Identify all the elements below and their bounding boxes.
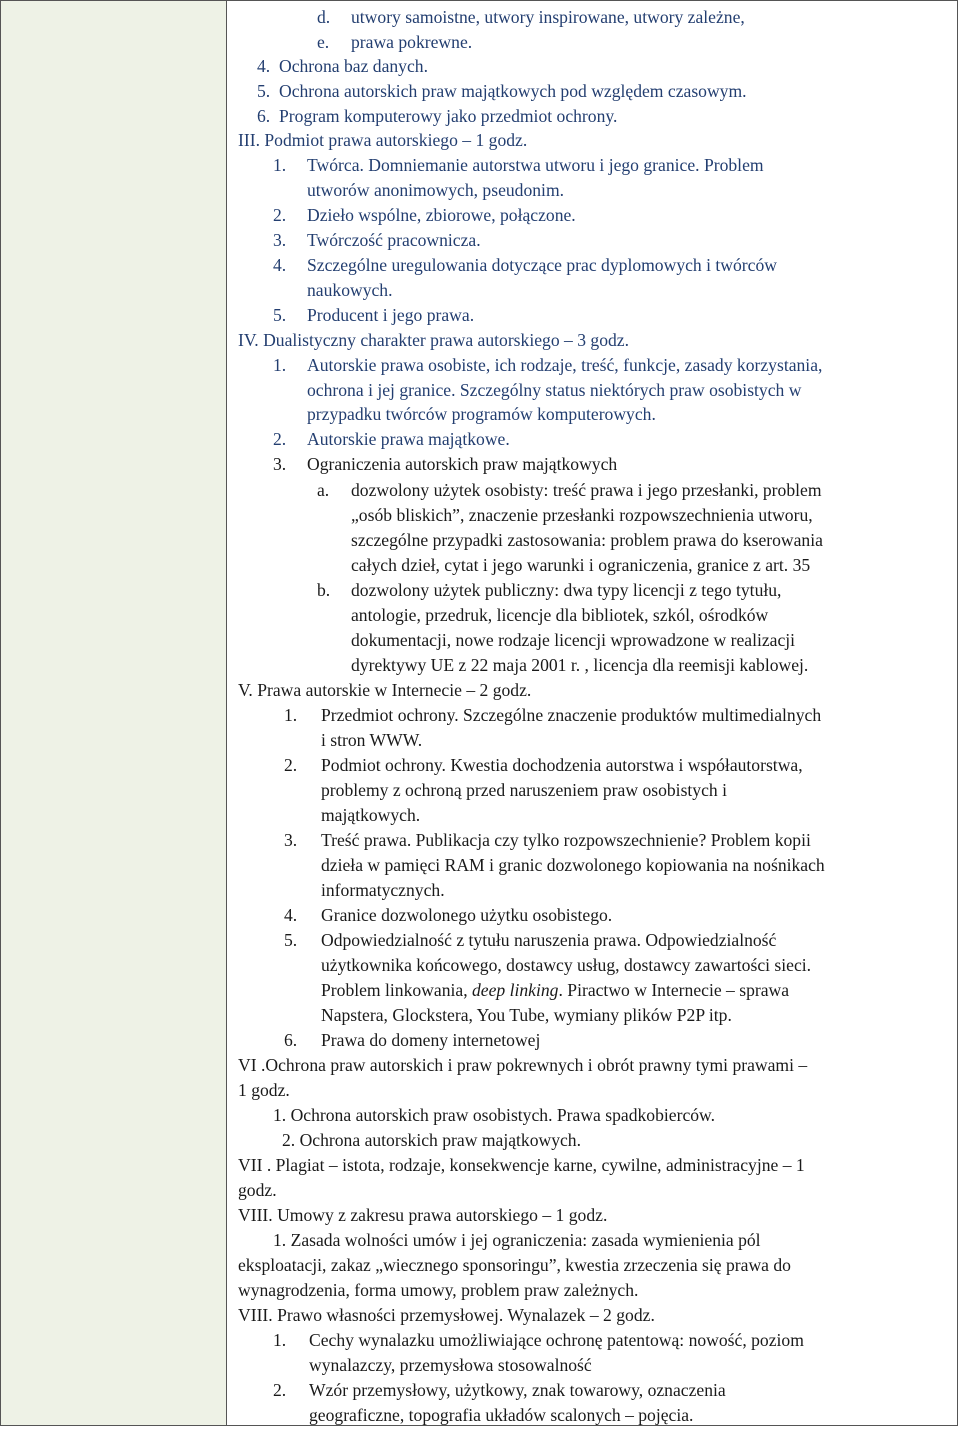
- document-line: utworów anonimowych, pseudonim.: [307, 180, 565, 200]
- document-line: dozwolony użytek osobisty: treść prawa i jego przesłanki, problem: [351, 480, 822, 500]
- document-line: 1. Ochrona autorskich praw osobistych. Prawa spadkobierców.: [273, 1105, 716, 1125]
- document-line: informatycznych.: [321, 880, 445, 900]
- left-shaded-cell: [1, 1, 227, 1425]
- list-marker: 1.: [284, 705, 298, 725]
- document-line: utwory samoistne, utwory inspirowane, utwory zależne,: [351, 7, 745, 27]
- document-line: eksploatacji, zakaz „wiecznego sponsoringu”, kwestia zrzeczenia się prawa do: [238, 1255, 791, 1275]
- document-line: Cechy wynalazku umożliwiające ochronę patentową: nowość, poziom: [309, 1330, 804, 1350]
- list-marker: 3.: [273, 454, 287, 474]
- document-line: „osób bliskich”, znaczenie przesłanki rozpowszechnienia utworu,: [351, 505, 813, 525]
- document-line: VII . Plagiat – istota, rodzaje, konsekwencje karne, cywilne, administracyjne – 1: [238, 1155, 805, 1175]
- document-line: całych dzieł, cytat i jego warunki i ograniczenia, granice z art. 35: [351, 555, 811, 575]
- document-line: Granice dozwolonego użytku osobistego.: [321, 905, 613, 925]
- document-line: geograficzne, topografia układów scalonych – pojęcia.: [309, 1405, 694, 1425]
- document-line: naukowych.: [307, 280, 393, 300]
- document-line: godz.: [238, 1180, 277, 1200]
- document-line: problemy z ochroną przed naruszeniem praw osobistych i: [321, 780, 727, 800]
- document-line: VI .Ochrona praw autorskich i praw pokrewnych i obrót prawny tymi prawami –: [238, 1055, 808, 1075]
- list-marker: 6.: [284, 1030, 298, 1050]
- document-line: VIII. Prawo własności przemysłowej. Wynalazek – 2 godz.: [238, 1305, 655, 1325]
- document-line: 1. Zasada wolności umów i jej ograniczenia: zasada wymienienia pól: [273, 1230, 761, 1250]
- document-line: szczególne przypadki zastosowania: problem prawa do kserowania: [351, 530, 823, 550]
- document-line: Ograniczenia autorskich praw majątkowych: [307, 454, 618, 474]
- document-line: Napstera, Glockstera, You Tube, wymiany plików P2P itp.: [321, 1005, 732, 1025]
- document-line: Ochrona autorskich praw majątkowych pod względem czasowym.: [279, 81, 747, 101]
- document-line: i stron WWW.: [321, 730, 423, 750]
- document-line: użytkownika końcowego, dostawcy usług, dostawcy zawartości sieci.: [321, 955, 812, 975]
- document-line: dokumentacji, nowe rodzaje licencji wprowadzone w realizacji: [351, 630, 796, 650]
- document-line: Twórca. Domniemanie autorstwa utworu i jego granice. Problem: [307, 155, 764, 175]
- document-line: IV. Dualistyczny charakter prawa autorskiego – 3 godz.: [238, 330, 630, 350]
- list-marker: 5.: [284, 930, 298, 950]
- document-line: ochrona i jej granice. Szczególny status niektórych praw osobistych w: [307, 380, 802, 400]
- list-marker: 2.: [273, 1380, 287, 1400]
- document-line: Ochrona baz danych.: [279, 56, 428, 76]
- list-marker: d.: [317, 7, 331, 27]
- document-line: wynalazczy, przemysłowa stosowalność: [309, 1355, 592, 1375]
- list-marker: 1.: [273, 355, 287, 375]
- list-marker: 1.: [273, 155, 287, 175]
- document-line: Treść prawa. Publikacja czy tylko rozpowszechnienie? Problem kopii: [321, 830, 811, 850]
- list-marker: 2.: [284, 755, 298, 775]
- list-marker: 4.: [284, 905, 298, 925]
- document-line: III. Podmiot prawa autorskiego – 1 godz.: [238, 130, 528, 150]
- list-marker: 5.: [257, 81, 271, 101]
- list-marker: 2.: [273, 205, 287, 225]
- document-line: Szczególne uregulowania dotyczące prac dyplomowych i twórców: [307, 255, 777, 275]
- list-marker: 4.: [273, 255, 287, 275]
- document-line: 1 godz.: [238, 1080, 290, 1100]
- list-marker: a.: [317, 480, 330, 500]
- list-marker: 4.: [257, 56, 271, 76]
- document-line: dozwolony użytek publiczny: dwa typy licencji z tego tytułu,: [351, 580, 782, 600]
- document-line: Prawa do domeny internetowej: [321, 1030, 541, 1050]
- list-marker: 1.: [273, 1330, 287, 1350]
- document-line: wynagrodzenia, forma umowy, problem praw zależnych.: [238, 1280, 639, 1300]
- document-line: Odpowiedzialność z tytułu naruszenia prawa. Odpowiedzialność: [321, 930, 777, 950]
- document-line: Autorskie prawa majątkowe.: [307, 429, 510, 449]
- list-marker: 2.: [273, 429, 287, 449]
- document-line: Autorskie prawa osobiste, ich rodzaje, treść, funkcje, zasady korzystania,: [307, 355, 823, 375]
- document-line: 2. Ochrona autorskich praw majątkowych.: [282, 1130, 581, 1150]
- document-line: VIII. Umowy z zakresu prawa autorskiego – 1 godz.: [238, 1205, 608, 1225]
- document-line: Producent i jego prawa.: [307, 305, 475, 325]
- document-line: prawa pokrewne.: [351, 32, 473, 52]
- document-line: Program komputerowy jako przedmiot ochrony.: [279, 106, 618, 126]
- document-line: majątkowych.: [321, 805, 421, 825]
- document-line: Twórczość pracownicza.: [307, 230, 481, 250]
- document-line: Problem linkowania, deep linking. Piractwo w Internecie – sprawa: [321, 980, 790, 1000]
- document-line: V. Prawa autorskie w Internecie – 2 godz.: [238, 680, 532, 700]
- document-line: dzieła w pamięci RAM i granic dozwolonego kopiowania na nośnikach: [321, 855, 825, 875]
- list-marker: 3.: [273, 230, 287, 250]
- list-marker: e.: [317, 32, 330, 52]
- list-marker: 6.: [257, 106, 271, 126]
- document-line: Dzieło wspólne, zbiorowe, połączone.: [307, 205, 576, 225]
- document-line: Przedmiot ochrony. Szczególne znaczenie produktów multimedialnych: [321, 705, 822, 725]
- list-marker: 3.: [284, 830, 298, 850]
- document-line: antologie, przedruk, licencje dla bibliotek, szkól, ośrodków: [351, 605, 769, 625]
- list-marker: b.: [317, 580, 331, 600]
- document-line: Wzór przemysłowy, użytkowy, znak towarowy, oznaczenia: [309, 1380, 726, 1400]
- list-marker: 5.: [273, 305, 287, 325]
- document-line: przypadku twórców programów komputerowych.: [307, 404, 656, 424]
- italic-term: deep linking: [472, 980, 559, 1000]
- document-line: Podmiot ochrony. Kwestia dochodzenia autorstwa i współautorstwa,: [321, 755, 803, 775]
- document-line: dyrektywy UE z 22 maja 2001 r. , licencja dla reemisji kablowej.: [351, 655, 809, 675]
